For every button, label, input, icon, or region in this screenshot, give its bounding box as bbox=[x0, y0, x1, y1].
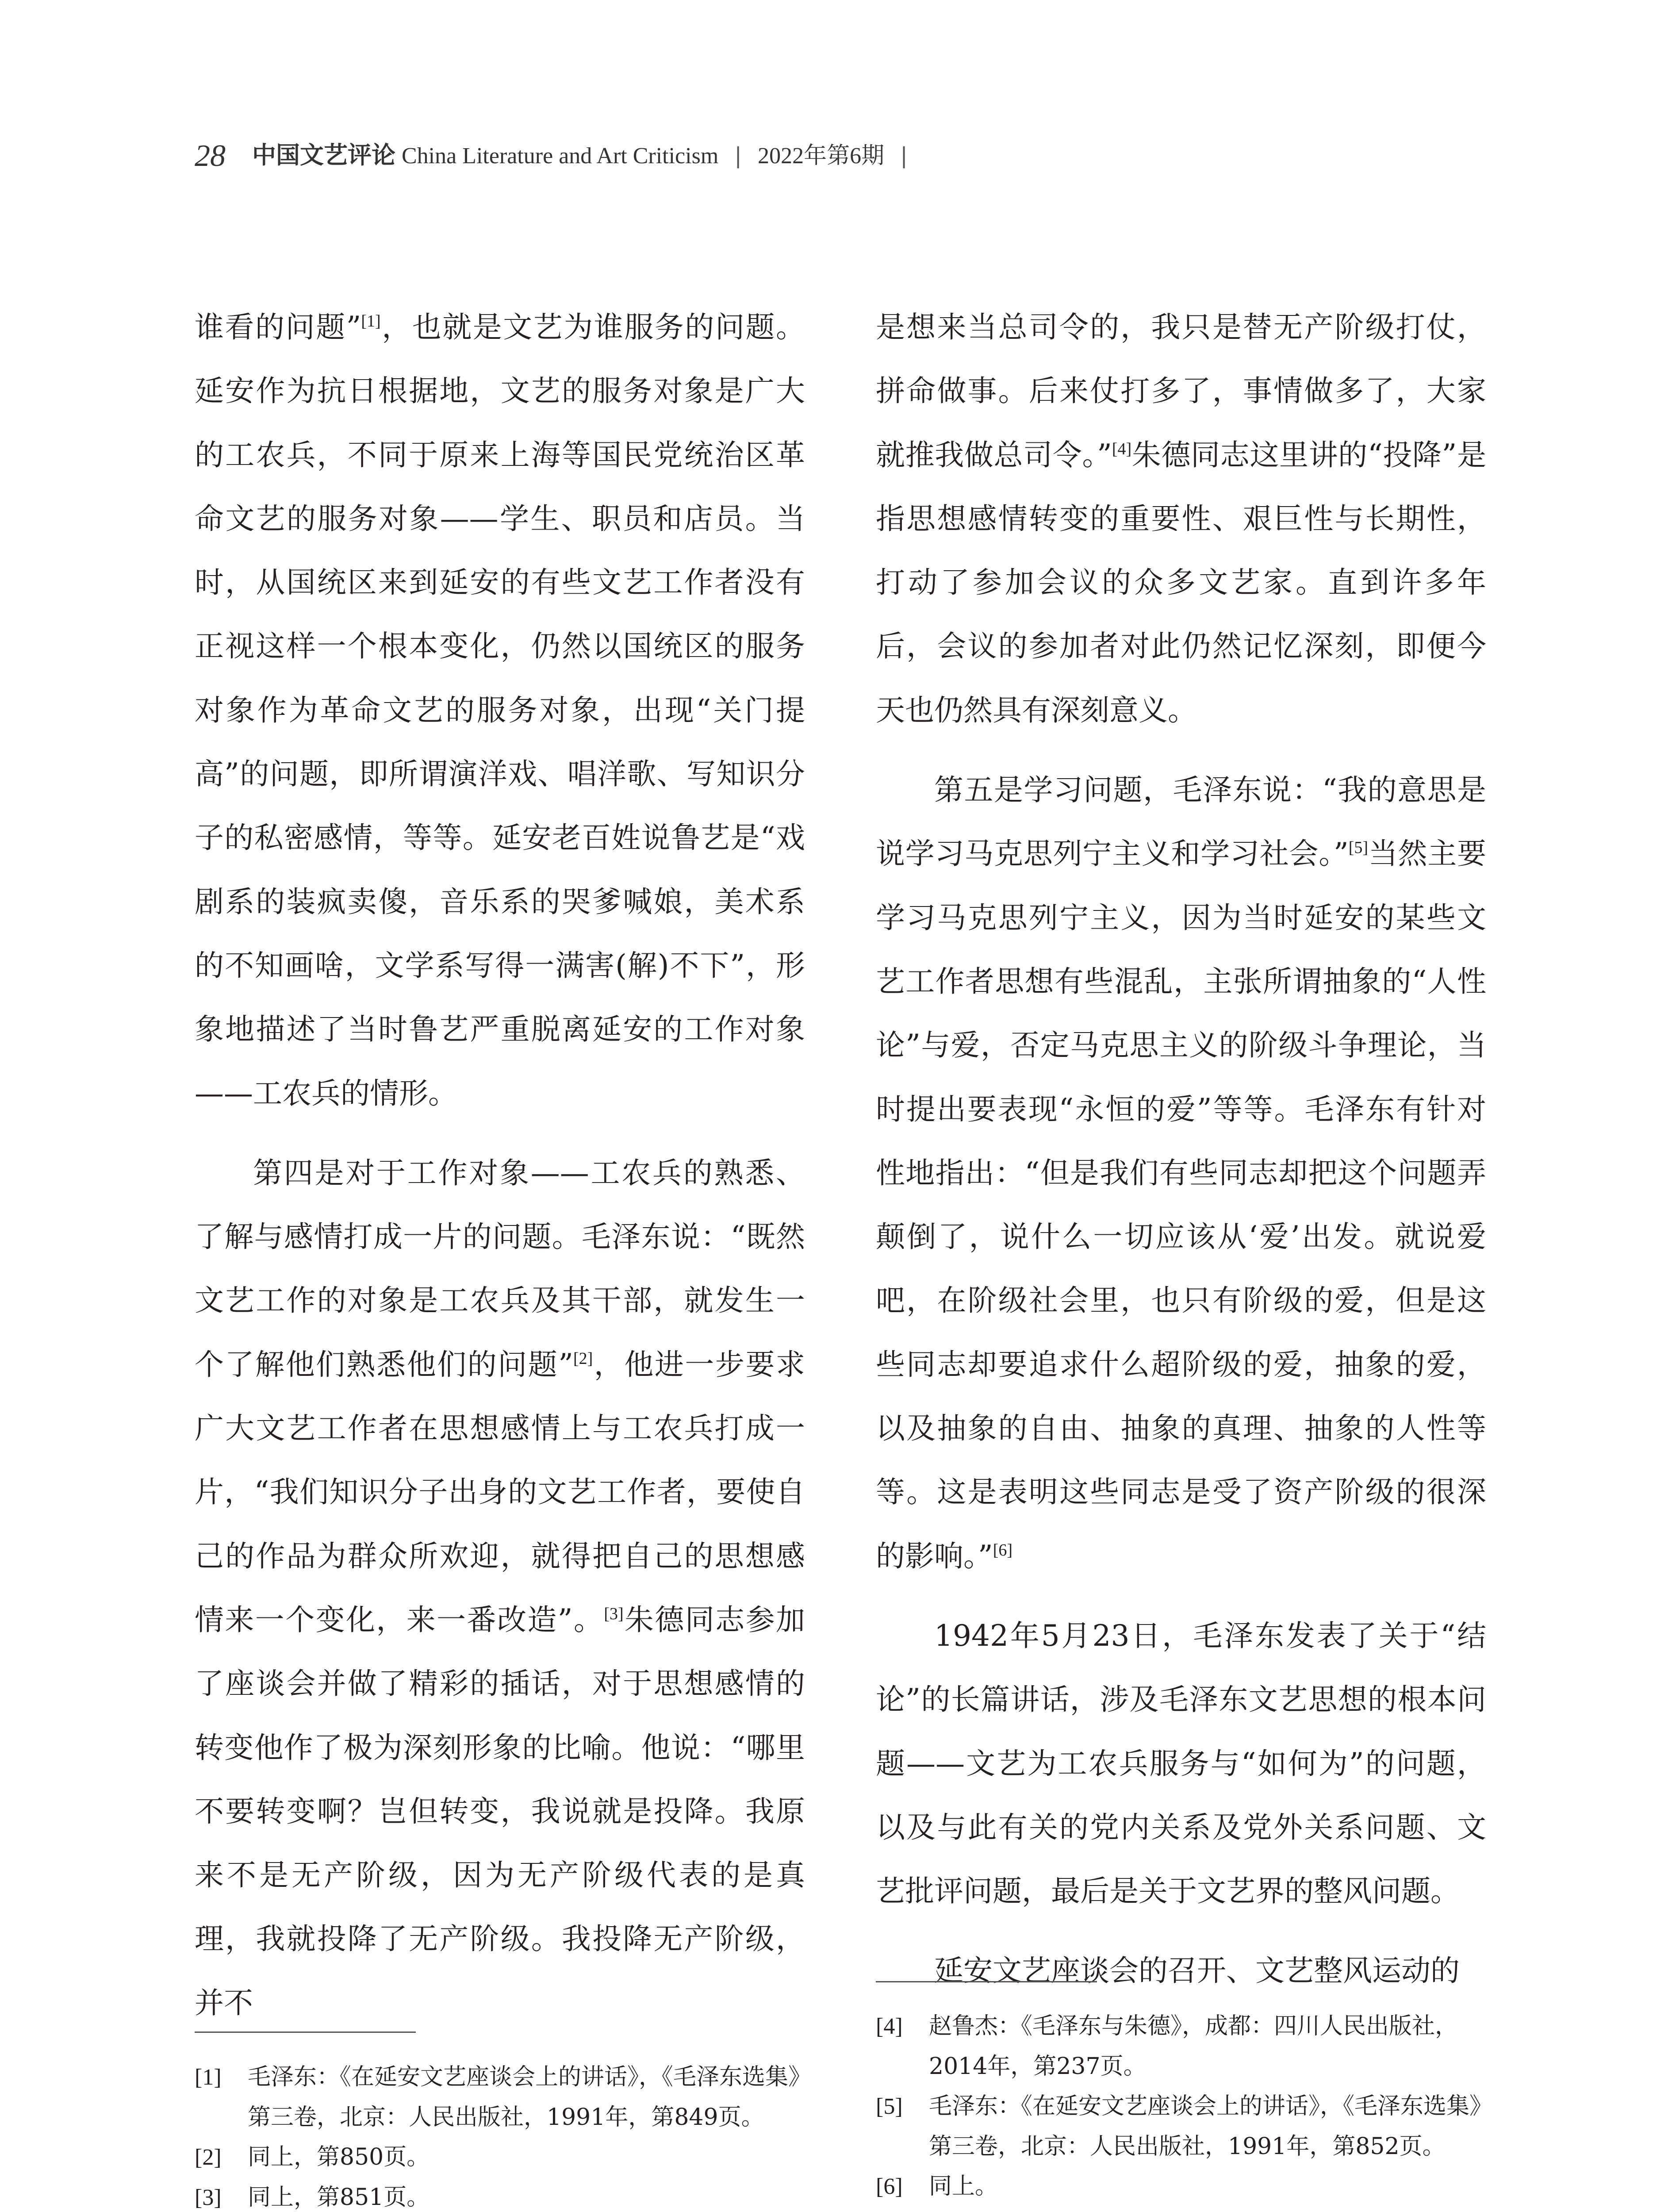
paragraph-text: 是想来当总司令的，我只是替无产阶级打仗，拼命做事。后来仗打多了，事情做多了，大家就推我做总司令。” bbox=[876, 310, 1486, 472]
paragraph-text: ，他进一步要求广大文艺工作者在思想感情上与工农兵打成一片，“我们知识分子出身的文艺工作者，要使自己的作品为群众所欢迎，就得把自己的思想感情来一个变化，来一番改造”。 bbox=[195, 1347, 805, 1637]
footnote-divider bbox=[876, 1981, 1097, 1982]
footnote-item bbox=[195, 2057, 805, 2137]
citation-ref[interactable]: [3] bbox=[604, 1604, 624, 1623]
footnote-number: [6] bbox=[876, 2174, 903, 2199]
footnote-text: 毛泽东：《在延安文艺座谈会上的讲话》，《毛泽东选集》第三卷，北京：人民出版社，1991年，第852页。 bbox=[929, 2093, 1481, 2160]
paragraph bbox=[876, 758, 1486, 1588]
citation-ref[interactable]: [1] bbox=[361, 312, 381, 330]
footnote-text: 同上，第851页。 bbox=[248, 2184, 430, 2211]
paragraph: 延安文艺座谈会的召开、文艺整风运动的 bbox=[934, 1954, 1460, 1988]
paragraph-text: 第四是对于工作对象——工农兵的熟悉、了解与感情打成一片的问题。毛泽东说：“既然文艺工作的对象是工农兵及其干部，就发生一个了解他们熟悉他们的问题” bbox=[195, 1156, 805, 1382]
paragraph bbox=[195, 296, 805, 1125]
footnote-item bbox=[876, 2086, 1486, 2166]
left-column bbox=[195, 296, 805, 2035]
footnote-item bbox=[195, 2177, 805, 2212]
footnote-text: 赵鲁杰：《毛泽东与朱德》，成都：四川人民出版社，2014年，第237页。 bbox=[929, 2013, 1458, 2080]
paragraph-text: ，也就是文艺为谁服务的问题。延安作为抗日根据地，文艺的服务对象是广大的工农兵，不同于原来上海等国民党统治区革命文艺的服务对象——学生、职员和店员。当时，从国统区来到延安的有些文艺工作者没有正视这样一个根本变化，仍然以国统区的服务对象作为革命文艺的服务对象，出现“关门提高”的问题，即所谓演洋戏、唱洋歌、写知识分子的私密感情，等等。延安老百姓说鲁艺是“戏剧系的装疯卖傻，音乐系的哭爹喊娘，美术系的不知画啥，文学系写得一满害(解)不下”，形象地描述了当时鲁艺严重脱离延安的工作对象——工农兵的情形。 bbox=[195, 310, 805, 1110]
footnote-item bbox=[876, 2166, 1486, 2207]
citation-ref[interactable]: [6] bbox=[993, 1540, 1013, 1559]
paragraph: 1942年5月23日，毛泽东发表了关于“结论”的长篇讲话，涉及毛泽东文艺思想的根本问题——文艺为工农兵服务与“如何为”的问题，以及与此有关的党内关系及党外关系问题、文艺批评问题，最后是关于文艺界的整风问题。 bbox=[876, 1618, 1486, 1909]
footnote-number: [5] bbox=[876, 2094, 903, 2119]
footnote-text: 同上，第850页。 bbox=[248, 2144, 430, 2170]
paragraph bbox=[195, 1141, 805, 2035]
citation-ref[interactable]: [2] bbox=[573, 1349, 593, 1368]
citation-ref[interactable]: [4] bbox=[1112, 439, 1132, 458]
footnote-number: [4] bbox=[876, 2014, 903, 2039]
header-separator-end: | bbox=[900, 143, 908, 169]
page-number: 28 bbox=[195, 139, 226, 173]
footnote-item bbox=[195, 2137, 805, 2177]
footnote-divider bbox=[195, 2032, 416, 2033]
footnote-text: 毛泽东：《在延安文艺座谈会上的讲话》，《毛泽东选集》第三卷，北京：人民出版社，1991年，第849页。 bbox=[248, 2064, 800, 2131]
right-column bbox=[876, 296, 1486, 2003]
issue-label: 2022年第6期 bbox=[758, 143, 885, 169]
journal-title-en: China Literature and Art Criticism bbox=[402, 143, 719, 169]
footnote-item bbox=[876, 2006, 1486, 2086]
footnote-text: 同上。 bbox=[929, 2173, 998, 2200]
paragraph bbox=[876, 296, 1486, 742]
paragraph-text: 谁看的问题” bbox=[195, 310, 361, 344]
citation-ref[interactable]: [5] bbox=[1348, 838, 1369, 857]
running-header bbox=[195, 137, 1522, 174]
footnote-number: [2] bbox=[195, 2145, 222, 2170]
footnotes-right bbox=[876, 2006, 1486, 2207]
footnotes-left bbox=[195, 2057, 805, 2212]
footnote-number: [3] bbox=[195, 2185, 222, 2210]
header-separator: | bbox=[734, 143, 742, 169]
journal-title-cn: 中国文艺评论 bbox=[252, 141, 395, 169]
paragraph-text: 第五是学习问题，毛泽东说：“我的意思是说学习马克思列宁主义和学习社会。” bbox=[876, 773, 1486, 871]
footnote-number: [1] bbox=[195, 2065, 222, 2090]
paragraph-text: 当然主要学习马克思列宁主义，因为当时延安的某些文艺工作者思想有些混乱，主张所谓抽象的“人性论”与爱，否定马克思主义的阶级斗争理论，当时提出要表现“永恒的爱”等等。毛泽东有针对性地指出：“但是我们有些同志却把这个问题弄颠倒了，说什么一切应该从‘爱’出发。就说爱吧，在阶级社会里，也只有阶级的爱，但是这些同志却要追求什么超阶级的爱，抽象的爱，以及抽象的自由、抽象的真理、抽象的人性等等。这是表明这些同志是受了资产阶级的很深的影响。” bbox=[876, 837, 1487, 1573]
paragraph-text: 朱德同志这里讲的“投降”是指思想感情转变的重要性、艰巨性与长期性，打动了参加会议的众多文艺家。直到许多年后，会议的参加者对此仍然记忆深刻，即便今天也仍然具有深刻意义。 bbox=[876, 438, 1486, 727]
paragraph-text: 朱德同志参加了座谈会并做了精彩的插话，对于思想感情的转变他作了极为深刻形象的比喻。他说：“哪里不要转变啊？岂但转变，我说就是投降。我原来不是无产阶级，因为无产阶级代表的是真理，我就投降了无产阶级。我投降无产阶级，并不 bbox=[195, 1602, 805, 2020]
